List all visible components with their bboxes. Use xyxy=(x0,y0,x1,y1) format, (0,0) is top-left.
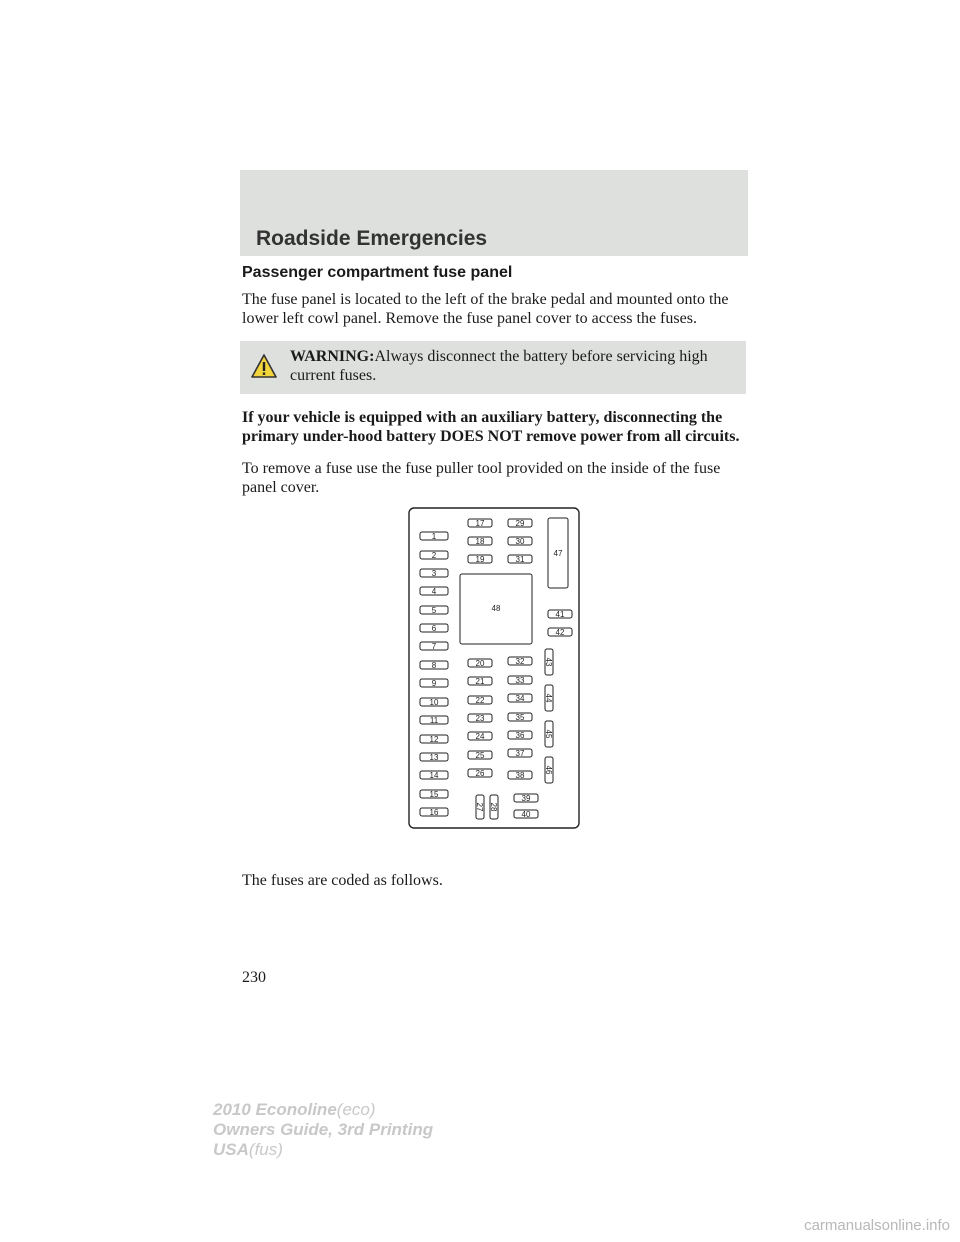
fuse-removal-paragraph: To remove a fuse use the fuse puller tool provided on the inside of the fuse panel cover. xyxy=(242,460,721,496)
fuse-5 xyxy=(420,606,448,615)
svg-text:11: 11 xyxy=(429,715,439,725)
svg-text:44: 44 xyxy=(544,693,554,703)
svg-text:33: 33 xyxy=(515,675,525,685)
fuse-47 xyxy=(548,518,568,588)
svg-text:48: 48 xyxy=(491,604,501,613)
svg-text:6: 6 xyxy=(431,623,437,633)
svg-text:16: 16 xyxy=(429,807,439,817)
auxiliary-battery-note: If your vehicle is equipped with an auxiliary battery, disconnecting the primary under-hood battery DOES NOT remove power from all circuits. xyxy=(242,409,740,445)
warning-label: WARNING: xyxy=(290,348,375,365)
fuse-39 xyxy=(514,794,538,803)
fuse-28 xyxy=(489,795,498,819)
svg-text:1: 1 xyxy=(431,531,437,541)
fuse-20 xyxy=(468,659,492,668)
fuse-14 xyxy=(420,771,448,780)
svg-text:10: 10 xyxy=(429,697,439,707)
svg-text:23: 23 xyxy=(475,713,485,723)
svg-text:21: 21 xyxy=(475,676,485,686)
svg-text:18: 18 xyxy=(475,536,485,546)
svg-text:8: 8 xyxy=(431,660,437,670)
fuse-17 xyxy=(468,519,492,528)
fuse-15 xyxy=(420,790,448,799)
fuse-1 xyxy=(420,532,448,541)
fuse-33 xyxy=(508,676,532,685)
svg-text:4: 4 xyxy=(431,586,437,596)
watermark-text: carmanualsonline.info xyxy=(804,1217,950,1234)
svg-text:29: 29 xyxy=(515,518,525,528)
fuse-panel-svg xyxy=(408,507,580,829)
svg-text:43: 43 xyxy=(544,657,554,667)
svg-text:7: 7 xyxy=(431,641,437,651)
svg-text:13: 13 xyxy=(429,752,439,762)
fuse-27 xyxy=(475,795,484,819)
svg-text:28: 28 xyxy=(489,802,499,812)
svg-text:17: 17 xyxy=(475,518,485,528)
footer-market-code: (fus) xyxy=(248,1140,283,1159)
fuse-32 xyxy=(508,657,532,666)
fuse-45 xyxy=(544,721,553,747)
fuse-30 xyxy=(508,537,532,546)
svg-text:38: 38 xyxy=(515,770,525,780)
footer-model-code: (eco) xyxy=(336,1100,376,1119)
fuse-19 xyxy=(468,555,492,564)
fuse-22 xyxy=(468,696,492,705)
svg-text:35: 35 xyxy=(515,712,525,722)
fuse-41 xyxy=(548,610,572,619)
svg-text:39: 39 xyxy=(521,793,531,803)
fuse-18 xyxy=(468,537,492,546)
svg-text:30: 30 xyxy=(515,536,525,546)
svg-text:27: 27 xyxy=(475,802,485,812)
warning-text: Always disconnect the battery before servicing high current fuses. xyxy=(290,348,708,384)
fuse-21 xyxy=(468,677,492,686)
fuse-40 xyxy=(514,810,538,819)
svg-text:12: 12 xyxy=(429,734,439,744)
svg-text:37: 37 xyxy=(515,748,525,758)
svg-text:41: 41 xyxy=(555,609,565,619)
fuse-16 xyxy=(420,808,448,817)
fuse-46 xyxy=(544,757,553,783)
fuse-35 xyxy=(508,713,532,722)
svg-text:32: 32 xyxy=(515,656,525,666)
svg-text:42: 42 xyxy=(555,627,565,637)
warning-triangle-icon xyxy=(250,353,278,379)
fuse-26 xyxy=(468,769,492,778)
svg-text:25: 25 xyxy=(475,750,485,760)
svg-text:34: 34 xyxy=(515,693,525,703)
svg-text:47: 47 xyxy=(553,549,563,558)
svg-text:9: 9 xyxy=(431,678,437,688)
svg-text:45: 45 xyxy=(544,729,554,739)
svg-text:31: 31 xyxy=(515,554,525,564)
svg-text:14: 14 xyxy=(429,770,439,780)
fuse-48 xyxy=(460,574,532,644)
svg-text:2: 2 xyxy=(431,550,437,560)
intro-paragraph: The fuse panel is located to the left of the brake pedal and mounted onto the lower left cowl panel. Remove the fuse panel cover to access the fuses. xyxy=(242,291,729,327)
svg-text:36: 36 xyxy=(515,730,525,740)
fuse-24 xyxy=(468,732,492,741)
fuse-6 xyxy=(420,624,448,633)
section-header-title: Roadside Emergencies xyxy=(256,227,488,250)
fuse-panel-diagram xyxy=(242,507,752,837)
fuse-4 xyxy=(420,587,448,596)
fuse-11 xyxy=(420,716,448,725)
footer-imprint xyxy=(213,1100,433,1160)
footer-market: USA xyxy=(213,1140,249,1159)
section-title: Passenger compartment fuse panel xyxy=(242,264,513,281)
svg-text:15: 15 xyxy=(429,789,439,799)
section-header-band xyxy=(240,170,748,256)
fuse-12 xyxy=(420,735,448,744)
fuse-34 xyxy=(508,694,532,703)
fuse-2 xyxy=(420,551,448,560)
fuse-23 xyxy=(468,714,492,723)
footer-printing: Owners Guide, 3rd Printing xyxy=(213,1120,434,1139)
fuse-36 xyxy=(508,731,532,740)
fuse-42 xyxy=(548,628,572,637)
fuse-9 xyxy=(420,679,448,688)
fuse-8 xyxy=(420,661,448,670)
fuse-7 xyxy=(420,642,448,651)
fuse-31 xyxy=(508,555,532,564)
page-content xyxy=(242,264,752,837)
svg-text:40: 40 xyxy=(521,809,531,819)
fuse-10 xyxy=(420,698,448,707)
svg-text:3: 3 xyxy=(431,568,437,578)
svg-text:22: 22 xyxy=(475,695,485,705)
fuse-38 xyxy=(508,771,532,780)
warning-box xyxy=(240,341,746,394)
page-number: 230 xyxy=(242,969,266,986)
fuse-44 xyxy=(544,685,553,711)
fuse-3 xyxy=(420,569,448,578)
footer-model: 2010 Econoline xyxy=(213,1100,337,1119)
svg-text:19: 19 xyxy=(475,554,485,564)
fuse-25 xyxy=(468,751,492,760)
svg-text:24: 24 xyxy=(475,731,485,741)
fuses-coded-text: The fuses are coded as follows. xyxy=(242,872,443,889)
svg-text:46: 46 xyxy=(544,765,554,775)
fuse-29 xyxy=(508,519,532,528)
fuse-37 xyxy=(508,749,532,758)
svg-text:5: 5 xyxy=(431,605,437,615)
fuse-13 xyxy=(420,753,448,762)
fuse-43 xyxy=(544,649,553,675)
svg-text:26: 26 xyxy=(475,768,485,778)
svg-text:20: 20 xyxy=(475,658,485,668)
